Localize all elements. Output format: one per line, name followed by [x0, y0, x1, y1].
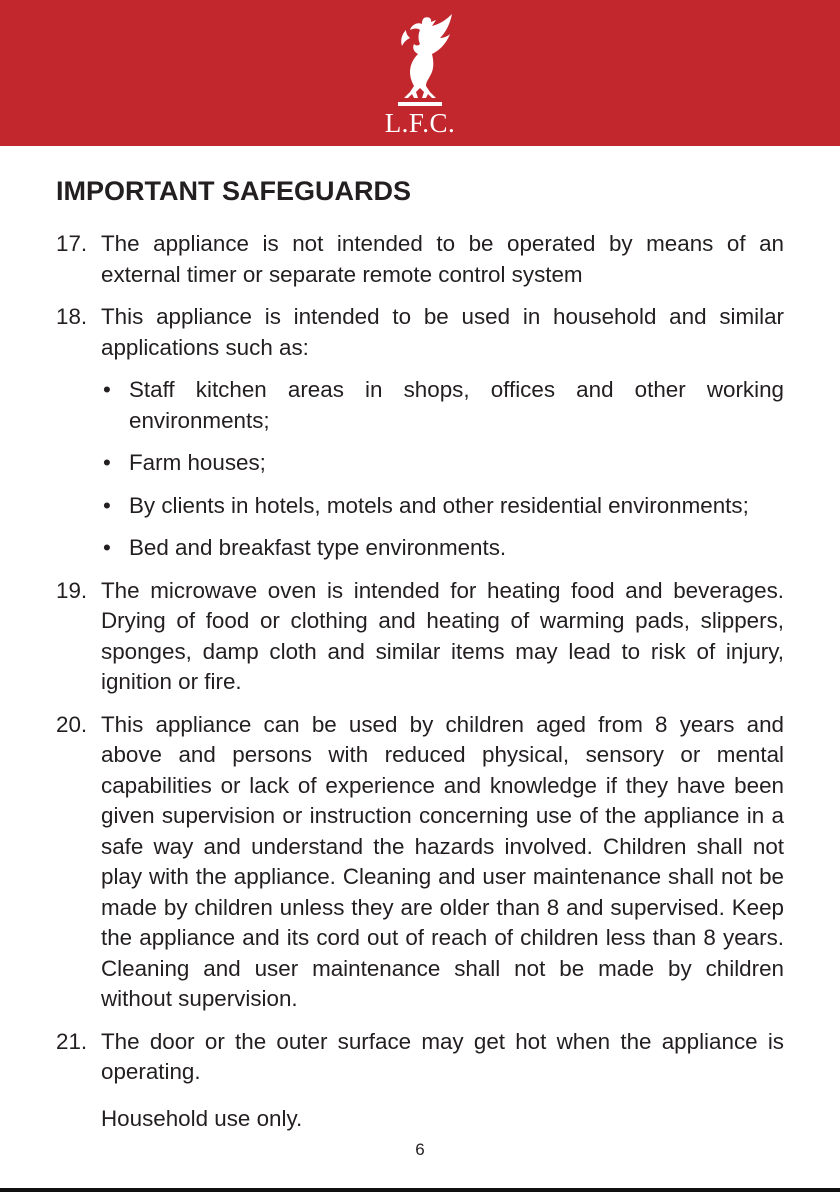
bullet-item — [101, 533, 784, 564]
item-number: 20. — [56, 711, 88, 737]
safeguard-item — [56, 302, 784, 564]
bullet-list — [101, 375, 784, 564]
item-number: 17. — [56, 231, 88, 256]
bullet-symbol: • — [103, 492, 111, 518]
safeguard-item — [56, 1027, 784, 1135]
item-text: The microwave oven is intended for heating food and beverages. Drying of food or clothing and heating of warming pads, slippers, sponges, damp cloth and similar items may lead to risk of injury, ignition or fire. — [101, 577, 784, 694]
item-text: This appliance can be used by children aged from 8 years and above and persons with reduced physical, sensory or mental capabilities or lack of experience and knowledge if they have been given supervision or instruction concerning use of the appliance in a safe way and understand the hazards involved. Children shall not play with the appliance. Cleaning and user maintenance shall not be made by children unless they are older than 8 and supervised. Keep the appliance and its cord out of reach of children less than 8 years. Cleaning and user maintenance shall not be made by children without supervision. — [101, 711, 784, 1011]
page-title: IMPORTANT SAFEGUARDS — [56, 176, 411, 206]
bullet-item — [101, 491, 784, 522]
bullet-text: Bed and breakfast type environments. — [129, 535, 507, 560]
bullet-symbol: • — [103, 535, 111, 560]
bottom-rule — [0, 1188, 840, 1192]
item-number: 18. — [56, 304, 88, 329]
bullet-text: Staff kitchen areas in shops, offices and other working environments; — [129, 377, 784, 433]
safeguard-item — [56, 229, 784, 290]
safeguards-list — [56, 229, 784, 1146]
item-number: 19. — [56, 577, 88, 603]
item-text: The door or the outer surface may get hot when the appliance is operating. — [101, 1028, 784, 1084]
bullet-symbol: • — [103, 450, 111, 475]
bullet-text: By clients in hotels, motels and other residential environments; — [129, 492, 749, 518]
bullet-item — [101, 448, 784, 479]
header-band — [0, 0, 840, 146]
bullet-item — [101, 375, 784, 436]
item-text: The appliance is not intended to be operated by means of an external timer or separate remote control system — [101, 231, 784, 287]
page-number: 6 — [415, 1140, 425, 1159]
bullet-text: Farm houses; — [129, 450, 266, 475]
household-use-note: Household use only. — [101, 1105, 303, 1131]
item-text: This appliance is intended to be used in household and similar applications such as: — [101, 304, 784, 360]
safeguard-item — [56, 576, 784, 698]
liverbird-icon — [380, 12, 460, 112]
item-number: 21. — [56, 1028, 88, 1054]
club-logo-text: L.F.C. — [384, 108, 456, 138]
safeguard-item — [56, 710, 784, 1015]
bullet-symbol: • — [103, 377, 111, 402]
